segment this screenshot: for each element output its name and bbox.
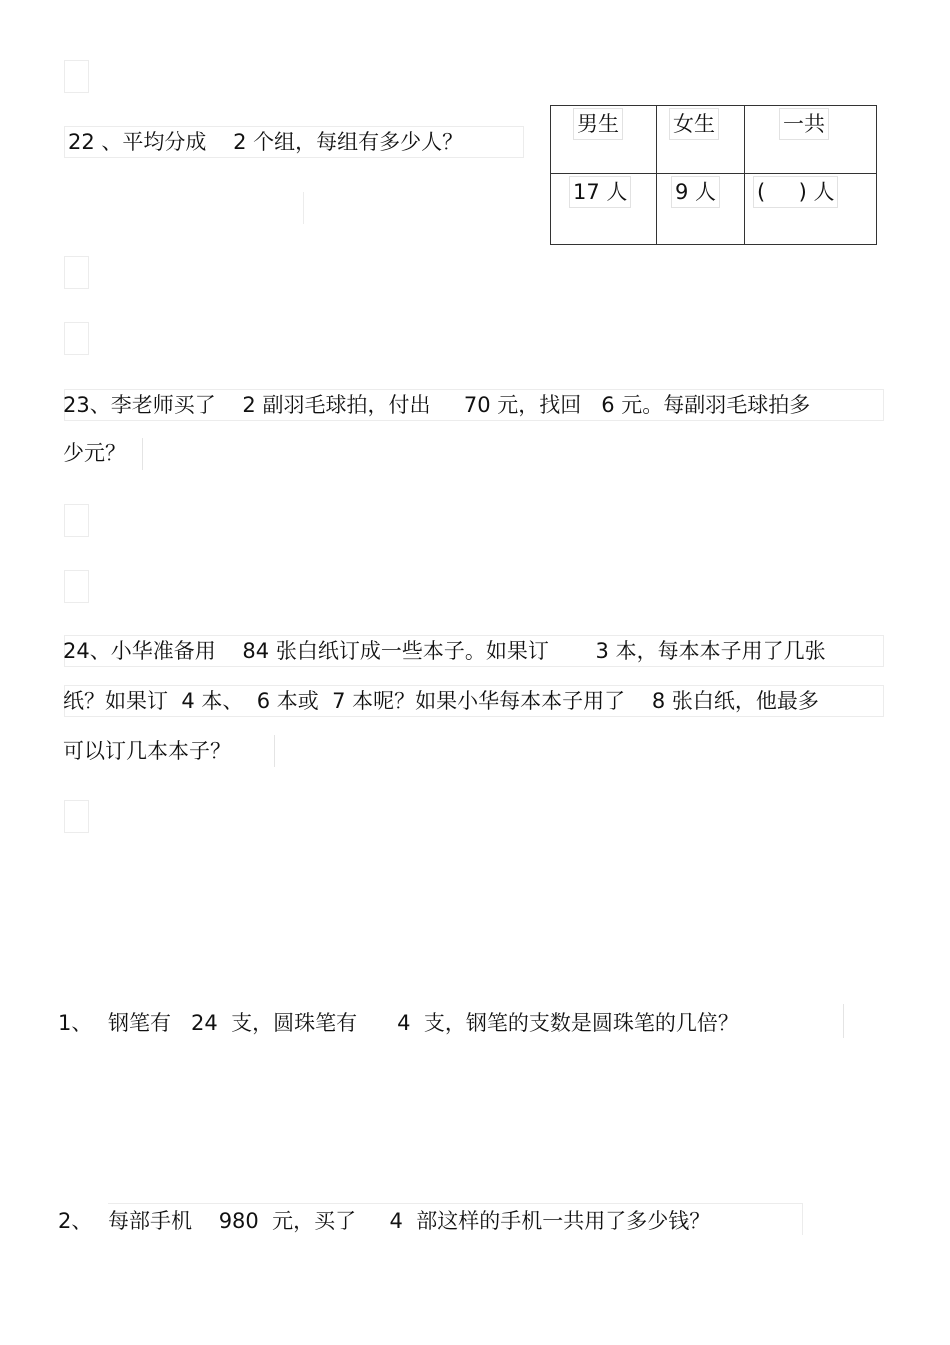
value-boys-text: 17 人 xyxy=(569,176,631,208)
margin-mark xyxy=(64,570,89,603)
problem-2-text: 每部手机 980 元，买了 4 部这样的手机一共用了多少钱？ xyxy=(108,1209,711,1233)
value-boys xyxy=(551,174,657,245)
margin-mark xyxy=(64,504,89,537)
problem-1-text: 钢笔有 24 支，圆珠笔有 4 支，钢笔的支数是圆珠笔的几倍？ xyxy=(108,1011,739,1035)
margin-mark xyxy=(64,800,89,833)
q24-line3-mark xyxy=(274,735,275,767)
header-total-label: 一共 xyxy=(779,108,829,140)
value-total xyxy=(745,174,877,245)
problem-1-number: 1、 xyxy=(58,1011,93,1035)
student-count-table xyxy=(550,105,877,245)
q23-line2-mark xyxy=(142,438,143,470)
q24-line2: 纸？如果订 4 本、 6 本或 7 本呢？如果小华每本本子用了 8 张白纸，他最多 xyxy=(63,689,819,713)
q23-line1: 23、李老师买了 2 副羽毛球拍，付出 70 元，找回 6 元。每副羽毛球拍多 xyxy=(63,393,811,417)
margin-mark xyxy=(64,192,304,224)
q24-line1: 24、小华准备用 84 张白纸订成一些本子。如果订 3 本，每本本子用了几张 xyxy=(63,639,826,663)
header-girls-label: 女生 xyxy=(669,108,719,140)
q24-line3: 可以订几本本子？ xyxy=(63,739,231,763)
margin-mark xyxy=(64,322,89,355)
header-boys-label: 男生 xyxy=(573,108,623,140)
value-total-blank: ( ) 人 xyxy=(753,176,838,208)
q22-question: 22 、平均分成 2 个组，每组有多少人？ xyxy=(68,130,464,154)
margin-mark xyxy=(64,256,89,289)
problem-1-mark xyxy=(843,1004,844,1038)
value-girls xyxy=(657,174,745,245)
header-total xyxy=(745,106,877,174)
header-boys xyxy=(551,106,657,174)
header-girls xyxy=(657,106,745,174)
problem-2-number: 2、 xyxy=(58,1209,93,1233)
value-girls-text: 9 人 xyxy=(671,176,720,208)
q23-line2: 少元？ xyxy=(63,441,126,465)
margin-mark xyxy=(64,60,89,93)
